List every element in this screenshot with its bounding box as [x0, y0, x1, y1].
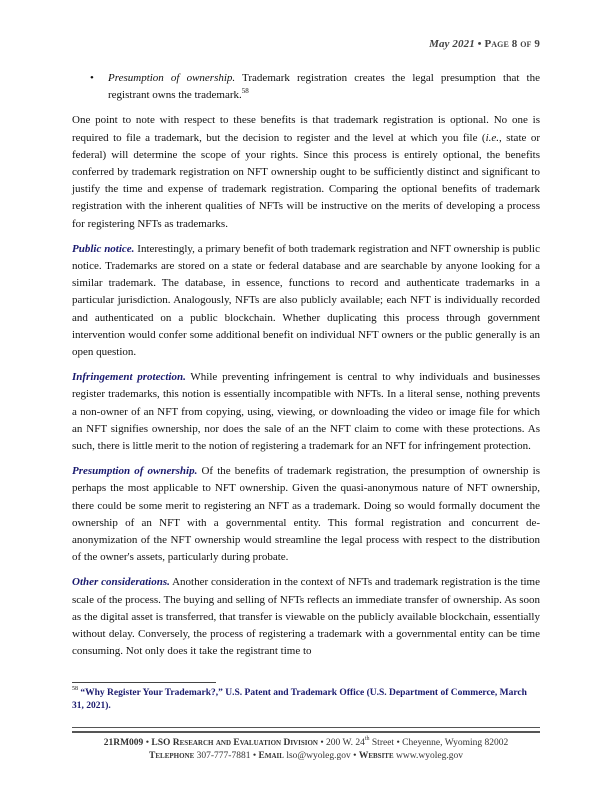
header-separator: • — [474, 38, 485, 50]
footer-code: 21RM009 — [103, 738, 144, 748]
text-presumption: Of the benefits of trademark registration, the presumption of ownership is perhaps the most applicable to NFT ownership. Given the quasi-anonymous nature of NFT ownership, there could be some merit to registering an NFT as a trademark. Doing so would formally document the ownership of an NFT with a governmental entity. This formal registration and concurrent de-anonymization of the NFT ownership would streamline the legal process with respect to the distribution of the owner's assets, particularly during probate. — [72, 465, 540, 564]
footer-division: LSO Research and Evaluation Division — [151, 738, 318, 748]
footer-web-label: Website — [358, 750, 394, 761]
paragraph-public-notice — [72, 241, 540, 361]
footnote-divider — [72, 682, 216, 683]
heading-public-notice: Public notice. — [72, 242, 135, 255]
footer-email-link[interactable]: lso@wyoleg.gov — [283, 750, 351, 761]
page-header — [429, 38, 540, 50]
footnote-text[interactable]: “Why Register Your Trademark?,” U.S. Patent and Trademark Office (U.S. Department of Commerce, March 31, 2021). — [72, 688, 527, 711]
paragraph-infringement — [72, 369, 540, 455]
footer-line-2 — [72, 750, 540, 763]
footer-sep-3: • — [394, 738, 403, 748]
heading-other: Other considerations. — [72, 576, 170, 589]
header-page-prefix: Page — [484, 38, 512, 50]
footer-tel-label: Telephone — [149, 750, 195, 761]
header-page-total: 9 — [534, 38, 540, 50]
footer-address-sup: th — [364, 735, 370, 742]
bullet-lead: Presumption of ownership. — [108, 72, 236, 84]
heading-presumption: Presumption of ownership. — [72, 465, 198, 478]
paragraph-optional-text-a: One point to note with respect to these benefits is that trademark registration is optional. No one is required to file a trademark, but the decision to register and the level at which you file ( — [72, 114, 540, 144]
header-page-of: of — [517, 38, 535, 50]
bullet-text: Trademark registration creates the legal presumption that the registrant owns the trademark. — [108, 72, 540, 102]
footer-sep-2: • — [317, 738, 327, 748]
body-content — [72, 70, 540, 669]
footer-email-label: Email — [258, 750, 284, 761]
footer-divider-thin — [72, 727, 540, 728]
footnote-number: 58 — [72, 685, 78, 692]
page-footer — [72, 737, 540, 762]
text-other: Another consideration in the context of NFTs and trademark registration is the time scale of the process. The buying and selling of NFTs reflects an immediate transfer of ownership. As soon as the digital asset is transferred, that transfer is viewable on the publicly available blockchain, essentially without delay. Conversely, the process of registering a trademark with a governmental entity can be time consuming. Not only does it take the registrant time to — [72, 576, 540, 658]
footer-sep-4: • — [250, 750, 259, 761]
footer-line-1 — [72, 737, 540, 750]
bullet-presumption — [72, 70, 540, 104]
footer-address-b: Street — [369, 738, 395, 748]
footer-city: Cheyenne, Wyoming 82002 — [402, 738, 509, 748]
text-infringement: While preventing infringement is central to why individuals and businesses register trademarks, this notion is essentially incompatible with NFTs. In a literal sense, nothing prevents a non-owner of an NFT from copying, using, viewing, or downloading the video or image file for which an NFT signifies ownership, nor does the sale of an the NFT claim to come with these protections. As such, there is little merit to the notion of registering a trademark for an NFT for infringement protection. — [72, 371, 540, 453]
footnote-reference[interactable]: 58 — [241, 86, 249, 95]
text-public-notice: Interestingly, a primary benefit of both trademark registration and NFT ownership is public notice. Trademarks are stored on a state or federal database and are searchable by anyone looking for a similar trademark. The database, in essence, functions to record and authenticate trademarks in a particular jurisdiction. Analogously, NFTs are also publicly available; each NFT is individually recorded and authenticated on a public blockchain. Whether duplicating this process through government intervention would confer some additional benefit on individual NFT owners or the public generally is an open question. — [72, 242, 540, 359]
heading-infringement: Infringement protection. — [72, 371, 186, 384]
footer-tel: 307-777-7881 — [194, 750, 251, 761]
footer-address-a: 200 W. 24 — [326, 738, 365, 748]
footer-divider-thick — [72, 731, 540, 733]
bullet-dot-icon: • — [90, 72, 94, 84]
paragraph-optional — [72, 112, 540, 232]
footer-sep-1: • — [143, 738, 152, 748]
paragraph-optional-text-b: , state or federal) will determine the scope of your rights. Since this process is entirely optional, the benefits conferred by trademark registration on NFT ownership ought to be sufficiently distinct and significant to justify the time and expense of trademark registration. Comparing the optional benefits of trademark registration with the inherent qualities of NFTs will be instructive on the merits of developing a process for registering NFTs as trademarks. — [72, 131, 540, 230]
paragraph-optional-ie: i.e. — [485, 131, 500, 144]
paragraph-presumption — [72, 463, 540, 566]
header-page-number: 8 — [511, 38, 518, 50]
paragraph-other — [72, 574, 540, 660]
header-date: May 2021 — [429, 38, 475, 50]
footer-website-link[interactable]: www.wyoleg.gov — [393, 750, 463, 761]
footer-sep-5: • — [350, 750, 359, 761]
footnote-58 — [72, 687, 540, 712]
